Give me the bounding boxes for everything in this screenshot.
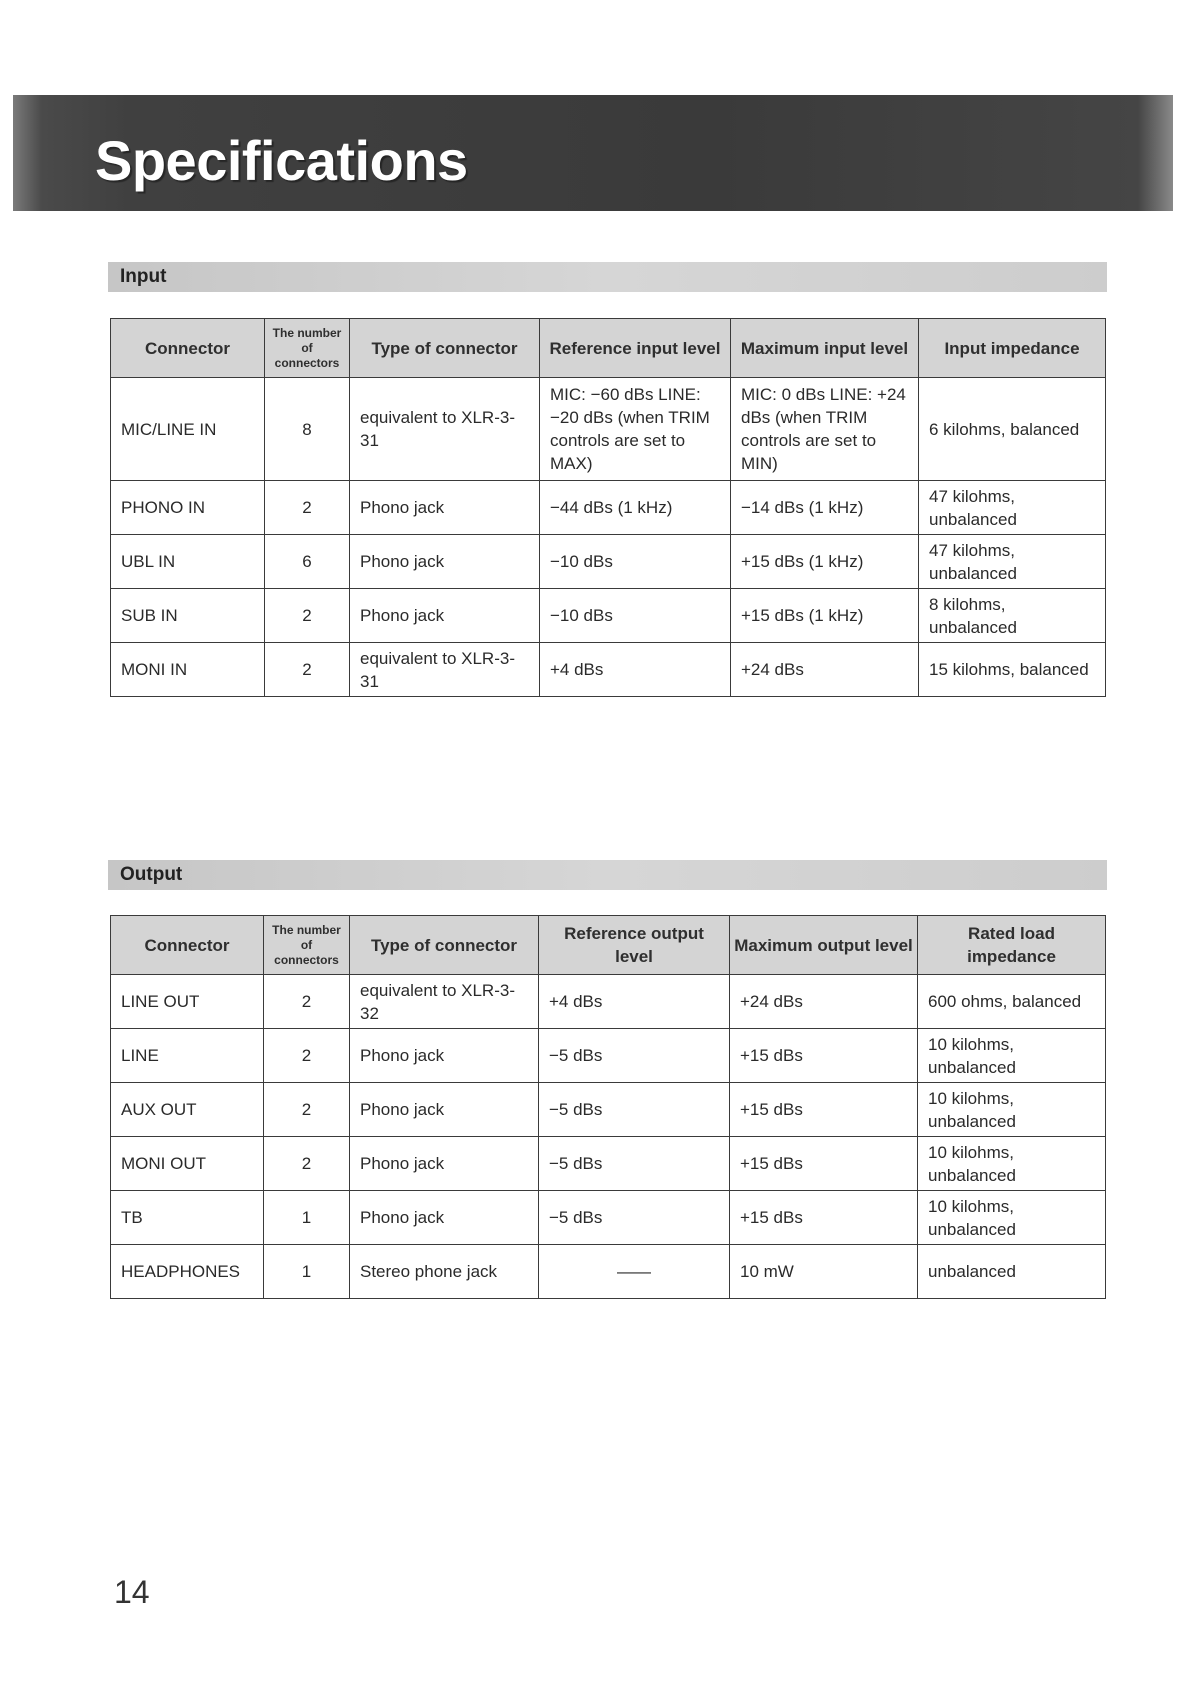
reference-level-cell: −5 dBs [539, 1083, 730, 1137]
table-row [111, 975, 1106, 1029]
impedance-cell: 47 kilohms, unbalanced [919, 535, 1106, 589]
reference-level-cell: −5 dBs [539, 1191, 730, 1245]
reference-level-cell: −10 dBs [540, 535, 731, 589]
maximum-level-cell: +15 dBs [730, 1029, 918, 1083]
connector-cell: MIC/LINE IN [111, 378, 265, 481]
connector-cell: MONI IN [111, 643, 265, 697]
impedance-cell: 15 kilohms, balanced [919, 643, 1106, 697]
table-row [111, 1191, 1106, 1245]
table-row [111, 535, 1106, 589]
type-cell: Phono jack [350, 1029, 539, 1083]
page-title: Specifications [95, 129, 468, 192]
connector-cell: PHONO IN [111, 481, 265, 535]
type-cell: equivalent to XLR-3-31 [350, 643, 540, 697]
maximum-level-cell: +24 dBs [730, 975, 918, 1029]
connector-cell: TB [111, 1191, 264, 1245]
input-section-header [108, 262, 1107, 292]
impedance-cell: 10 kilohms, unbalanced [918, 1137, 1106, 1191]
column-header-reference-level: Reference output level [539, 916, 730, 975]
table-row [111, 589, 1106, 643]
connector-cell: LINE OUT [111, 975, 264, 1029]
output-section-header [108, 860, 1107, 890]
table-row [111, 1083, 1106, 1137]
output-spec-table [110, 915, 1106, 1299]
reference-level-cell: −5 dBs [539, 1137, 730, 1191]
connector-cell: MONI OUT [111, 1137, 264, 1191]
type-cell: Phono jack [350, 1191, 539, 1245]
reference-level-cell: −44 dBs (1 kHz) [540, 481, 731, 535]
maximum-level-cell: +15 dBs (1 kHz) [731, 589, 919, 643]
input-section-title: Input [120, 266, 167, 287]
table-row [111, 1029, 1106, 1083]
table-row [111, 1245, 1106, 1299]
maximum-level-cell: −14 dBs (1 kHz) [731, 481, 919, 535]
table-row [111, 643, 1106, 697]
maximum-level-cell: +15 dBs [730, 1191, 918, 1245]
reference-level-cell: —— [539, 1245, 730, 1299]
column-header-maximum-level: Maximum output level [730, 916, 918, 975]
table-header-row [111, 916, 1106, 975]
connector-cell: UBL IN [111, 535, 265, 589]
impedance-cell: 10 kilohms, unbalanced [918, 1191, 1106, 1245]
count-cell: 8 [265, 378, 350, 481]
count-cell: 2 [264, 1083, 350, 1137]
count-cell: 2 [264, 1137, 350, 1191]
maximum-level-cell: +15 dBs [730, 1137, 918, 1191]
type-cell: Phono jack [350, 1083, 539, 1137]
count-cell: 6 [265, 535, 350, 589]
column-header-impedance: Input impedance [919, 319, 1106, 378]
reference-level-cell: MIC: −60 dBs LINE: −20 dBs (when TRIM controls are set to MAX) [540, 378, 731, 481]
column-header-count: The number of connectors [264, 916, 350, 975]
count-cell: 2 [265, 481, 350, 535]
table-row [111, 1137, 1106, 1191]
impedance-cell: 600 ohms, balanced [918, 975, 1106, 1029]
impedance-cell: unbalanced [918, 1245, 1106, 1299]
type-cell: Phono jack [350, 589, 540, 643]
count-cell: 1 [264, 1191, 350, 1245]
column-header-type: Type of connector [350, 319, 540, 378]
impedance-cell: 8 kilohms, unbalanced [919, 589, 1106, 643]
type-cell: equivalent to XLR-3-31 [350, 378, 540, 481]
count-cell: 2 [265, 643, 350, 697]
connector-cell: LINE [111, 1029, 264, 1083]
type-cell: equivalent to XLR-3-32 [350, 975, 539, 1029]
reference-level-cell: +4 dBs [540, 643, 731, 697]
maximum-level-cell: +24 dBs [731, 643, 919, 697]
input-spec-table [110, 318, 1106, 697]
table-row [111, 481, 1106, 535]
type-cell: Stereo phone jack [350, 1245, 539, 1299]
reference-level-cell: +4 dBs [539, 975, 730, 1029]
impedance-cell: 6 kilohms, balanced [919, 378, 1106, 481]
impedance-cell: 10 kilohms, unbalanced [918, 1029, 1106, 1083]
column-header-connector: Connector [111, 916, 264, 975]
column-header-maximum-level: Maximum input level [731, 319, 919, 378]
count-cell: 1 [264, 1245, 350, 1299]
reference-level-cell: −10 dBs [540, 589, 731, 643]
column-header-type: Type of connector [350, 916, 539, 975]
impedance-cell: 47 kilohms, unbalanced [919, 481, 1106, 535]
type-cell: Phono jack [350, 1137, 539, 1191]
column-header-connector: Connector [111, 319, 265, 378]
maximum-level-cell: 10 mW [730, 1245, 918, 1299]
maximum-level-cell: +15 dBs (1 kHz) [731, 535, 919, 589]
reference-level-cell: −5 dBs [539, 1029, 730, 1083]
count-cell: 2 [265, 589, 350, 643]
type-cell: Phono jack [350, 535, 540, 589]
page-number: 14 [114, 1574, 150, 1610]
connector-cell: HEADPHONES [111, 1245, 264, 1299]
column-header-impedance: Rated load impedance [918, 916, 1106, 975]
maximum-level-cell: +15 dBs [730, 1083, 918, 1137]
connector-cell: AUX OUT [111, 1083, 264, 1137]
column-header-count: The number of connectors [265, 319, 350, 378]
impedance-cell: 10 kilohms, unbalanced [918, 1083, 1106, 1137]
count-cell: 2 [264, 1029, 350, 1083]
table-header-row [111, 319, 1106, 378]
count-cell: 2 [264, 975, 350, 1029]
type-cell: Phono jack [350, 481, 540, 535]
output-section-title: Output [120, 864, 183, 885]
connector-cell: SUB IN [111, 589, 265, 643]
column-header-reference-level: Reference input level [540, 319, 731, 378]
table-row [111, 378, 1106, 481]
maximum-level-cell: MIC: 0 dBs LINE: +24 dBs (when TRIM controls are set to MIN) [731, 378, 919, 481]
